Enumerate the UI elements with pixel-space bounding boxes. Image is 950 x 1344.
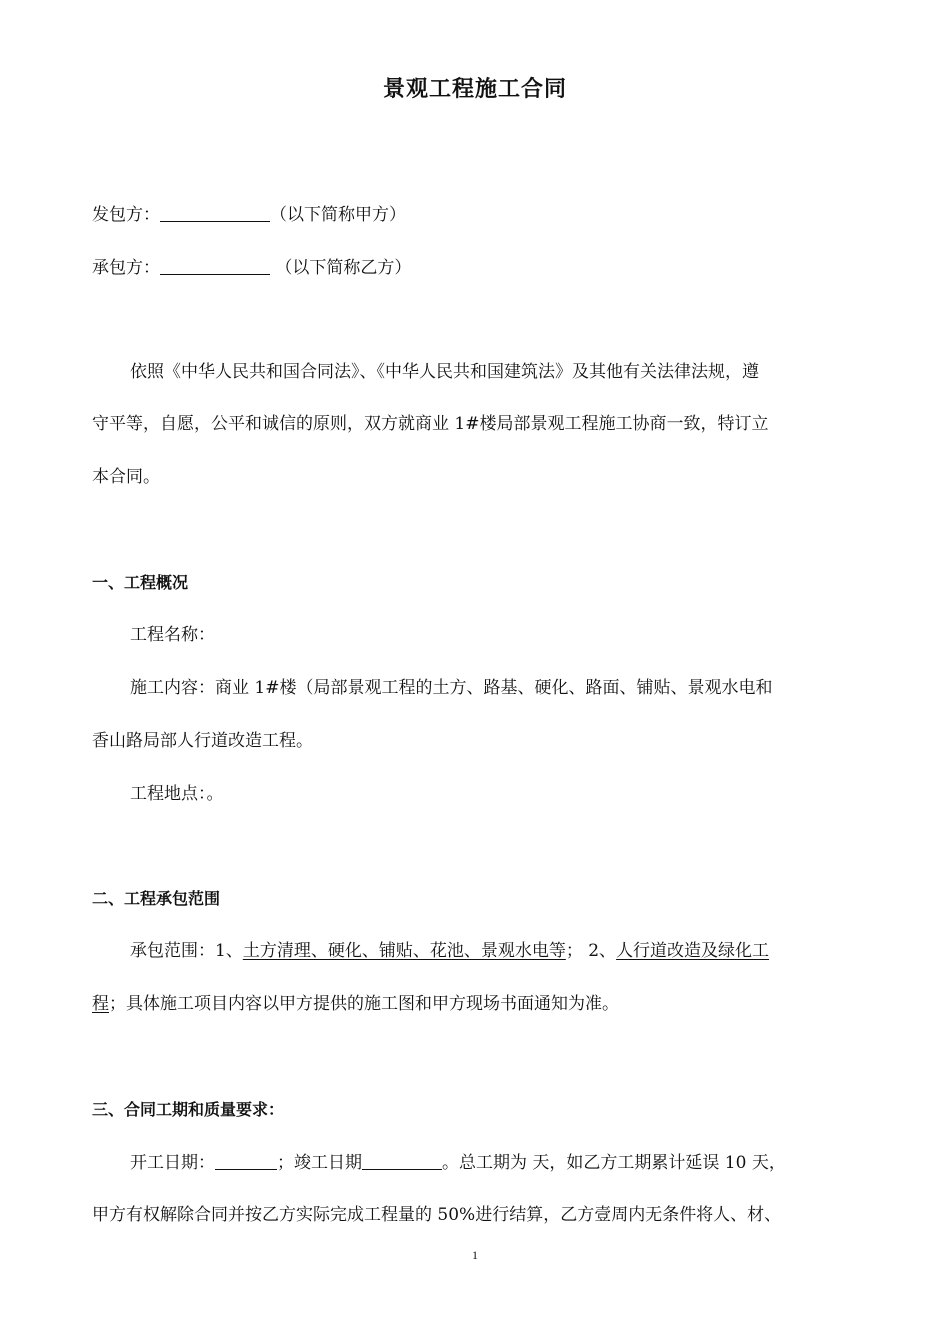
scope-separator: ； 2、 — [565, 941, 617, 961]
scope-rest: ；具体施工项目内容以甲方提供的施工图和甲方现场书面通知为准。 — [109, 994, 619, 1014]
page-number: 1 — [472, 1248, 478, 1262]
content-line-1: 施工内容：商业 1#楼（局部景观工程的土方、路基、硬化、路面、铺贴、景观水电和 — [130, 678, 773, 698]
employer-note: （以下简称甲方） — [270, 205, 406, 225]
section-1-heading: 一、工程概况 — [92, 573, 189, 592]
content-line-2: 香山路局部人行道改造工程。 — [92, 731, 313, 751]
schedule-line-1 — [130, 1151, 786, 1174]
scope-line-1 — [130, 940, 769, 962]
scope-item-2-part-1: 人行道改造及绿化工 — [616, 941, 770, 961]
scope-item-2-part-2: 程 — [92, 994, 109, 1014]
employer-line — [92, 203, 406, 226]
employer-blank — [160, 203, 270, 222]
contractor-label: 承包方： — [92, 258, 160, 278]
project-name-label: 工程名称： — [130, 625, 215, 645]
end-date-label: ；竣工日期 — [277, 1153, 362, 1173]
section-2-heading: 二、工程承包范围 — [92, 889, 221, 908]
contractor-note: （以下简称乙方） — [270, 258, 412, 278]
employer-label: 发包方： — [92, 205, 160, 225]
start-date-blank — [215, 1151, 277, 1170]
scope-line-2 — [92, 993, 619, 1015]
preamble-line-3: 本合同。 — [92, 467, 160, 487]
contractor-blank — [160, 256, 270, 275]
start-date-label: 开工日期： — [130, 1153, 215, 1173]
end-date-blank — [362, 1151, 442, 1170]
project-location: 工程地点：。 — [130, 784, 224, 804]
scope-item-1: 土方清理、硬化、铺贴、花池、景观水电等 — [242, 941, 566, 961]
preamble-line-2: 守平等，自愿，公平和诚信的原则，双方就商业 1#楼局部景观工程施工协商一致，特订立 — [92, 414, 769, 434]
scope-prefix: 承包范围：1、 — [130, 941, 243, 961]
duration-text: 。总工期为 天，如乙方工期累计延误 10 天， — [442, 1153, 786, 1173]
preamble-line-1: 依照《中华人民共和国合同法》、《中华人民共和国建筑法》及其他有关法律法规，遵 — [130, 362, 759, 382]
schedule-line-2: 甲方有权解除合同并按乙方实际完成工程量的 50%进行结算，乙方壹周内无条件将人、材、 — [92, 1205, 782, 1225]
contractor-line — [92, 256, 411, 279]
section-3-heading: 三、合同工期和质量要求： — [92, 1100, 285, 1119]
document-title: 景观工程施工合同 — [382, 77, 567, 102]
